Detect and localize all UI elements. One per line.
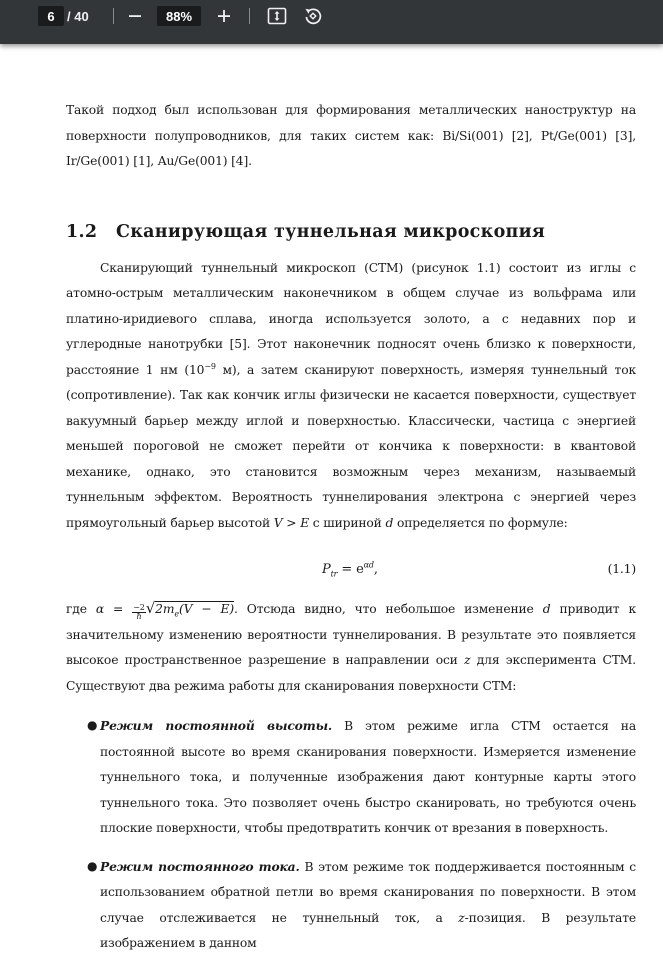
equation-body <box>322 557 378 583</box>
minus-icon <box>128 9 142 23</box>
text-run: определяется по формуле: <box>393 515 568 530</box>
sqrt-tail: (V − E) <box>178 602 235 616</box>
toolbar-separator <box>249 8 250 24</box>
fit-page-button[interactable] <box>266 5 288 27</box>
frac-denominator: ħ <box>136 612 142 621</box>
math-inline: V > E <box>273 515 310 530</box>
text-run: приводит к значительному изменению вероятности туннелирования. В результате это появляется высокое пространственное разрешение в направлении оси <box>66 602 636 667</box>
text-run: для эксперимента СТМ. Существуют два режима работы для сканирования поверхности СТМ: <box>66 653 636 693</box>
page-total: / 40 <box>67 8 89 24</box>
text-run: с шириной <box>309 515 386 530</box>
where-paragraph: где α = $\frac{-2}{ħ}$ $√2m_e(V - E)$. Отсюда видно, что небольшое изменение d приводит к значительному изменению вероятности туннелирования. В результате это появляется высокое пространственное разрешение в направлении оси z для эксперимента СТМ. Существуют два режима работы для сканирования поверхности СТМ: <box>66 599 636 693</box>
math-sqrt <box>155 601 235 619</box>
bullet-title: Режим постоянной высоты. <box>100 718 333 733</box>
pdf-toolbar <box>0 0 663 44</box>
modes-list <box>66 713 636 957</box>
toolbar-separator <box>113 8 114 24</box>
bullet-text: -позиция. В результате изображением в данном <box>100 910 636 950</box>
rotate-icon <box>303 6 323 26</box>
equation-number: (1.1) <box>607 562 636 576</box>
bullet-icon: ● <box>87 858 98 873</box>
rotate-button[interactable] <box>302 5 324 27</box>
list-item <box>66 854 636 957</box>
eq-rhs: = e <box>337 562 364 577</box>
sqrt-sub: e <box>174 609 179 619</box>
math-inline: z <box>464 653 471 667</box>
math-inline: d <box>385 515 394 530</box>
math-fraction <box>132 604 146 621</box>
pdf-page-content <box>66 98 636 969</box>
equation-1-1 <box>66 546 636 596</box>
zoom-in-button[interactable] <box>213 5 235 27</box>
section-title: Сканирующая туннельная микроскопия <box>116 221 546 242</box>
intro-paragraph: Такой подход был использован для формирования металлических наноструктур на поверхности полупроводников, для таких систем как: Bi/Si(001) [2], Pt/Ge(001) [3], Ir/Ge(001) [1], Au/Ge(001) [4]. <box>66 103 636 168</box>
frac-numerator: −2 <box>133 603 145 612</box>
math-inline: d <box>542 602 551 616</box>
plus-icon <box>217 9 231 23</box>
page-number-input[interactable]: 6 <box>38 6 64 26</box>
text-run: . Отсюда видно, что небольшое изменение <box>234 602 543 616</box>
math-inline: z <box>458 910 465 925</box>
eq-lhs-sub: tr <box>330 569 338 579</box>
section-heading <box>66 221 636 243</box>
sqrt-body: 2m <box>155 602 175 616</box>
exponent: −9 <box>204 361 216 371</box>
eq-tail: , <box>373 562 378 577</box>
bullet-icon: ● <box>87 718 98 732</box>
bullet-text: В этом режиме игла СТМ остается на постоянной высоте во время сканирования поверхности. Измеряется изменение туннельного тока, и полученные изображения дают контурные карты этого туннельного тока. Это позволяет очень быстро сканировать, но требуются очень плоские поверхности, чтобы предотвратить кончик от врезания в поверхность. <box>100 719 637 835</box>
stm-paragraph <box>66 256 636 537</box>
text-run: где <box>66 602 96 616</box>
section-number: 1.2 <box>66 221 98 242</box>
text-run: м), а затем сканируют поверхность, измеряя туннельный ток (сопротивление). Так как кончик иглы физически не касается поверхности, существует вакуумный барьер между иглой и поверхностью. Классически, частица с энергией меньшей пороговой не сможет перейти от кончика к поверхности: в квантовой механике, однако, это становится возможным через механизм, называемый туннельным эффектом. Вероятность туннелирования электрона с энергией через прямоугольный барьер высотой <box>66 362 636 530</box>
zoom-level-input[interactable]: 88% <box>157 6 201 26</box>
bullet-text: В этом режиме ток поддерживается постоянным с использованием обратной петли во время сканирования по поверхности. В этом случае отслеживается не туннельный ток, а <box>100 859 636 925</box>
text-run: Сканирующий туннельный микроскоп (СТМ) (рисунок 1.1) состоит из иглы с атомно-острым металлическим наконечником в общем случае из вольфрама или платино-иридиевого сплава, иногда используется золото, а с недавних пор и углеродные нанотрубки [5]. Этот наконечник подносят очень близко к поверхности, расстояние 1 нм (10 <box>66 260 636 377</box>
fit-page-icon <box>267 7 287 25</box>
bullet-title: Режим постоянного тока. <box>100 858 300 874</box>
list-item <box>66 713 636 842</box>
math-inline: α = <box>95 602 133 616</box>
zoom-out-button[interactable] <box>124 5 146 27</box>
eq-lhs: P <box>322 562 331 577</box>
eq-rhs-sup: αd <box>363 560 374 570</box>
